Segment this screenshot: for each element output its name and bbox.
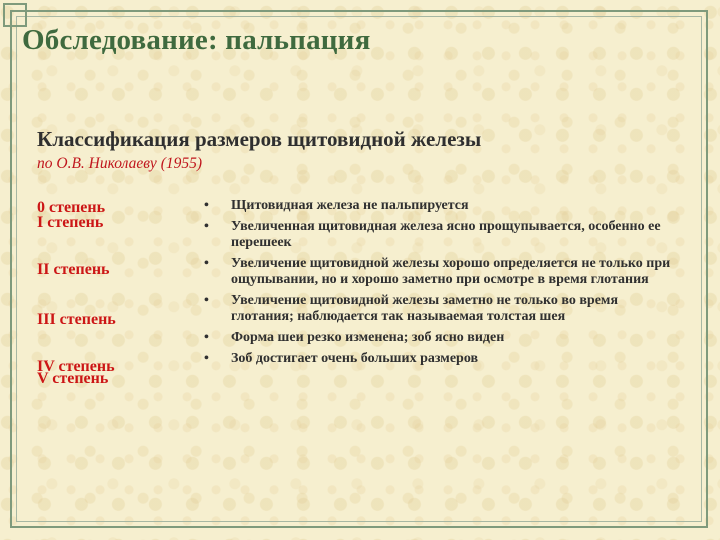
- bullet-icon: •: [204, 198, 209, 213]
- bullet-icon: •: [204, 256, 209, 271]
- list-item: [204, 219, 684, 251]
- bullet-icon: •: [204, 219, 209, 234]
- list-item: [204, 293, 684, 325]
- list-item-text: Щитовидная железа не пальпируется: [231, 198, 469, 213]
- degree-1-label: I степень: [37, 214, 104, 231]
- list-item-text: Увеличенная щитовидная железа ясно прощупывается, особенно ее перешеек: [231, 219, 661, 250]
- degree-description-list: [204, 198, 684, 372]
- degree-5-label: V степень: [37, 370, 109, 387]
- list-item: [204, 330, 684, 346]
- bullet-icon: •: [204, 293, 209, 308]
- degree-0-label: 0 степень: [37, 199, 106, 216]
- degree-4-label: IV степень: [37, 358, 115, 375]
- bullet-icon: •: [204, 330, 209, 345]
- bullet-icon: •: [204, 351, 209, 366]
- list-item-text: Зоб достигает очень больших размеров: [231, 351, 479, 366]
- list-item: [204, 198, 684, 214]
- degree-2-label: II степень: [37, 261, 110, 278]
- list-item-text: Увеличение щитовидной железы заметно не только во время глотания; наблюдается так называемая толстая шея: [231, 293, 619, 324]
- degree-3-label: III степень: [37, 311, 116, 328]
- author-reference: по О.В. Николаеву (1955): [37, 155, 203, 172]
- list-item: [204, 256, 684, 288]
- list-item-text: Форма шеи резко изменена; зоб ясно виден: [231, 330, 505, 345]
- list-item: [204, 351, 684, 367]
- classification-heading: Классификация размеров щитовидной железы: [37, 127, 482, 151]
- list-item-text: Увеличение щитовидной железы хорошо определяется не только при ощупывании, но и хорошо заметно при осмотре в время глотания: [231, 256, 671, 287]
- page-title: Обследование: пальпация: [22, 24, 371, 56]
